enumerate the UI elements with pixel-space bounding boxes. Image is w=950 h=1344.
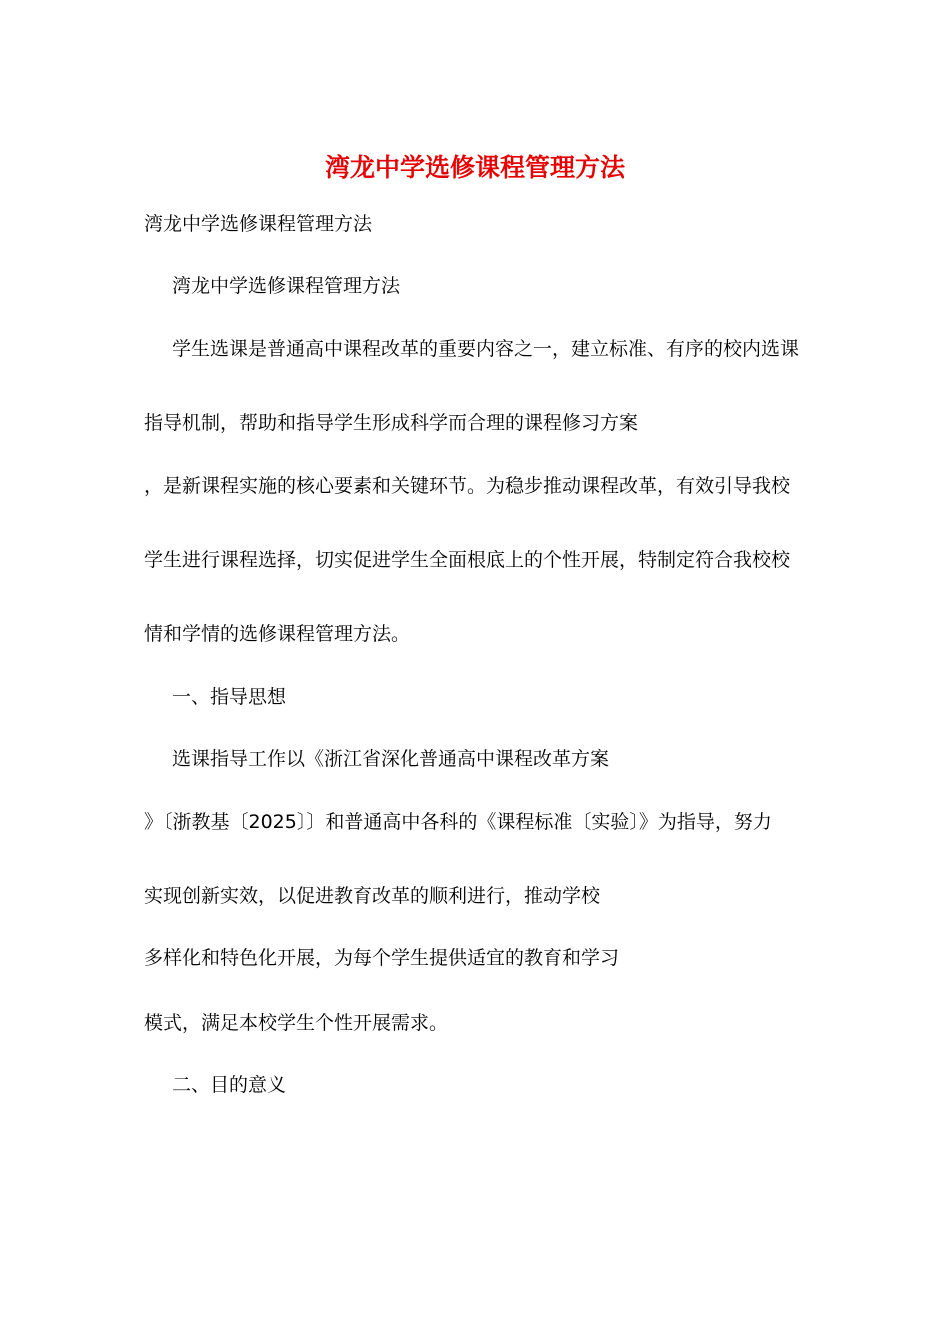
- doc-line-12: 多样化和特色化开展，为每个学生提供适宜的教育和学习: [144, 947, 620, 969]
- doc-line-2: 湾龙中学选修课程管理方法: [172, 275, 401, 297]
- doc-line-8-heading: 一、指导思想: [172, 686, 287, 708]
- doc-line-9: 选课指导工作以《浙江省深化普通高中课程改革方案: [172, 748, 610, 770]
- doc-line-1: 湾龙中学选修课程管理方法: [144, 213, 373, 235]
- doc-line-4: 指导机制，帮助和指导学生形成科学而合理的课程修习方案: [144, 412, 639, 434]
- doc-line-6: 学生进行课程选择，切实促进学生全面根底上的个性开展，特制定符合我校校: [144, 549, 791, 571]
- doc-line-13: 模式，满足本校学生个性开展需求。: [144, 1012, 449, 1034]
- doc-line-11: 实现创新实效，以促进教育改革的顺利进行，推动学校: [144, 885, 601, 907]
- document-title: 湾龙中学选修课程管理方法: [324, 153, 625, 182]
- doc-line-3: 学生选课是普通高中课程改革的重要内容之一，建立标准、有序的校内选课: [172, 338, 800, 360]
- doc-line-5: ，是新课程实施的核心要素和关键环节。为稳步推动课程改革，有效引导我校: [144, 475, 791, 497]
- doc-line-10: 》〔浙教基〔2025〕〕和普通高中各科的《课程标准〔实验〕》为指导，努力: [144, 811, 772, 833]
- doc-line-14-heading: 二、目的意义: [172, 1074, 287, 1096]
- doc-line-7: 情和学情的选修课程管理方法。: [144, 623, 411, 645]
